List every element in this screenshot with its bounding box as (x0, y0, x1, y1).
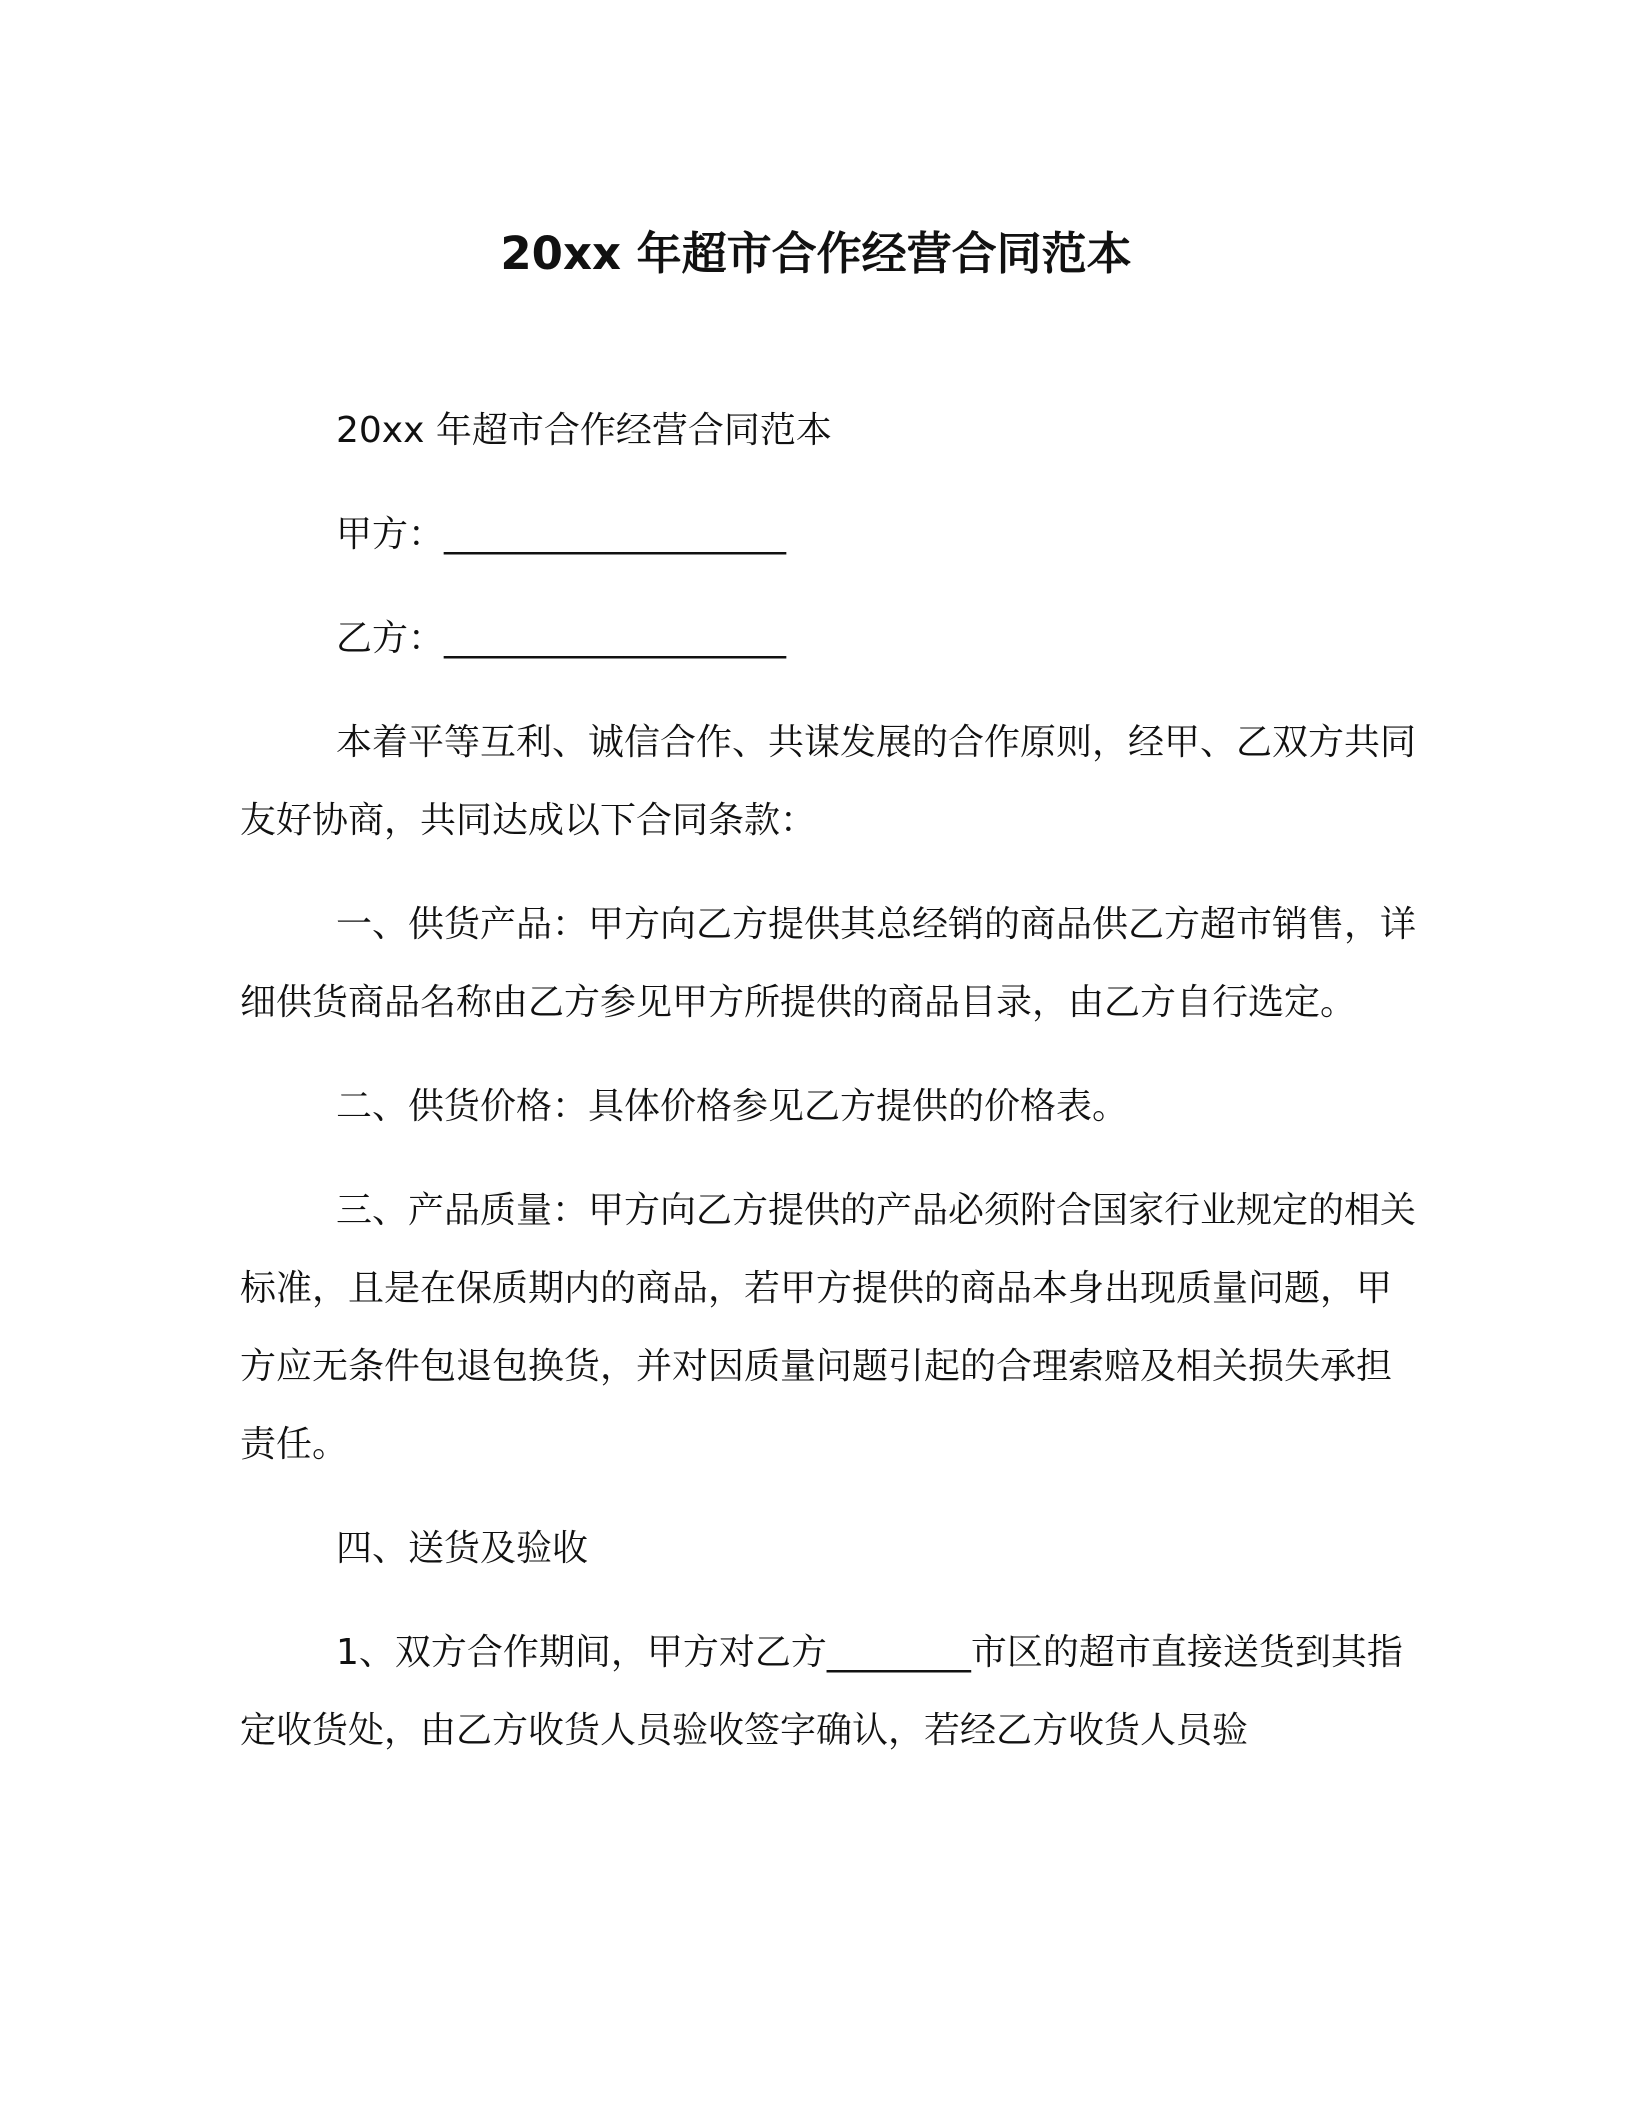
clause-supply-products: 一、供货产品：甲方向乙方提供其总经销的商品供乙方超市销售，详细供货商品名称由乙方参见甲方所提供的商品目录，由乙方自行选定。 (240, 904, 1417, 1023)
subtitle-paragraph: 20xx 年超市合作经营合同范本 (336, 410, 832, 451)
clause-delivery-heading: 四、送货及验收 (336, 1528, 589, 1569)
preamble-paragraph: 本着平等互利、诚信合作、共谋发展的合作原则，经甲、乙双方共同友好协商，共同达成以下合同条款： (240, 722, 1417, 841)
document-body (240, 392, 1420, 1796)
clause-delivery-item-1: 1、双方合作期间，甲方对乙方________市区的超市直接送货到其指定收货处，由乙方收货人员验收签字确认，若经乙方收货人员验 (240, 1632, 1403, 1751)
party-a-line: 甲方：___________________ (336, 514, 787, 555)
document-title: 20xx 年超市合作经营合同范本 (500, 227, 1132, 280)
clause-supply-price: 二、供货价格：具体价格参见乙方提供的价格表。 (336, 1086, 1129, 1127)
party-b-line: 乙方：___________________ (336, 618, 787, 659)
clause-product-quality: 三、产品质量：甲方向乙方提供的产品必须附合国家行业规定的相关标准，且是在保质期内的商品，若甲方提供的商品本身出现质量问题，甲方应无条件包退包换货，并对因质量问题引起的合理索赔及相关损失承担责任。 (240, 1190, 1417, 1465)
